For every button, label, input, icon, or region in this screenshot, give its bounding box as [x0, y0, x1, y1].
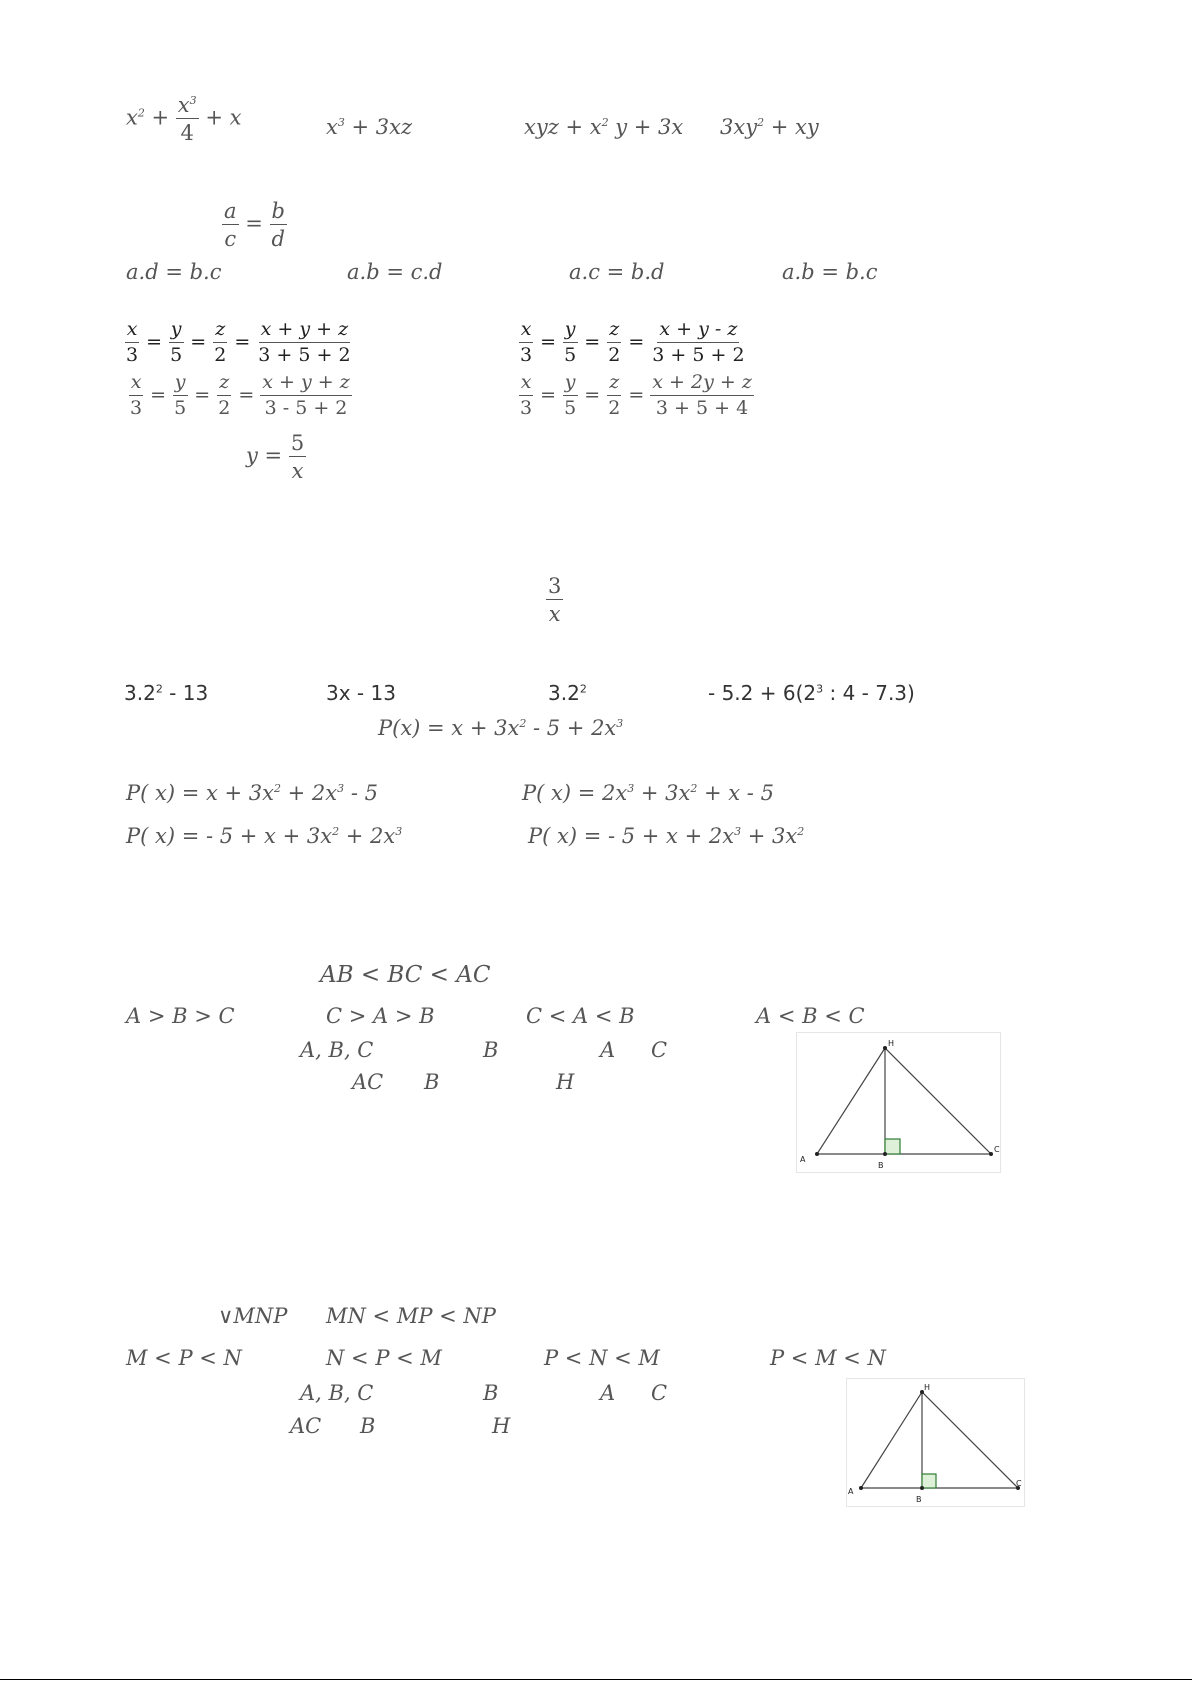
vertex2-h-label: H	[924, 1383, 931, 1392]
angle-option-3: C < A < B	[526, 1004, 635, 1028]
proportion-option-4: a.b = b.c	[782, 260, 878, 284]
right-angle2-mark	[922, 1474, 936, 1488]
proportion-option-1: a.d = b.c	[126, 260, 222, 284]
poly-option-2: $x^3 + 3xz$	[326, 115, 413, 139]
segment-ac-label: AC	[352, 1070, 384, 1094]
point-c-label: C	[651, 1038, 668, 1062]
page-footer-rule	[0, 1679, 1192, 1680]
point2-c-label: C	[651, 1381, 668, 1405]
angle2-option-2: N < P < M	[326, 1346, 442, 1370]
segment2-ac-label: AC	[290, 1414, 322, 1438]
point-h-label: H	[556, 1070, 575, 1094]
fraction-3-over-x: $\frac{3}{x}$	[548, 574, 562, 627]
triangle-condition-1: AB < BC < AC	[320, 962, 491, 988]
expr-option-3: $3.2^2$	[548, 681, 587, 705]
ratio-option-4: $\frac{x}{3}$ = $\frac{y}{5}$ = $\frac{z}{2}$ = $\frac{x + 2y + z}{3 + 5 + 4}$	[520, 371, 752, 419]
vertex-b-label: B	[878, 1161, 884, 1170]
right-angle-mark	[885, 1139, 900, 1154]
triangle2-outline	[861, 1392, 1018, 1488]
vertex-a-label: A	[800, 1155, 806, 1164]
point-a-label: A	[600, 1038, 616, 1062]
ratio-option-2: $\frac{x}{3}$ = $\frac{y}{5}$ = $\frac{z}{2}$ = $\frac{x + y - z}{3 + 5 + 2}$	[520, 318, 745, 366]
polynomial-option-2: P( $x) = 2x^3 + 3x^2 + x - 5$	[522, 781, 774, 805]
angle2-option-1: M < P < N	[126, 1346, 242, 1370]
triangle-outline	[817, 1048, 991, 1154]
vertex2-a-label: A	[848, 1487, 854, 1496]
point2-h-label: H	[492, 1414, 511, 1438]
expr-option-1: $3.2^2 - 13$	[124, 681, 209, 705]
expr-option-2: 3x - 13	[326, 681, 396, 705]
angle2-option-3: P < N < M	[544, 1346, 660, 1370]
poly-option-4: $3xy^2$ + xy	[720, 115, 819, 139]
angle-option-1: A > B > C	[126, 1004, 235, 1028]
vertex-c-label: C	[994, 1145, 1000, 1154]
ratio-option-1: $\frac{x}{3}$ = $\frac{y}{5}$ = $\frac{z}{2}$ = $\frac{x + y + z}{3 + 5 + 2}$	[126, 318, 351, 366]
triangle-condition-2-name: ∨MNP	[218, 1304, 288, 1328]
angle-option-2: C > A > B	[326, 1004, 435, 1028]
proportion-given: $\frac{a}{c}$ = $\frac{b}{d}$	[224, 199, 285, 252]
ratio-option-3: $\frac{x}{3}$ = $\frac{y}{5}$ = $\frac{z}{2}$ = $\frac{x + y + z}{3 - 5 + 2}$	[130, 371, 350, 419]
point-b-label: B	[483, 1038, 499, 1062]
proportion-option-2: a.b = c.d	[347, 260, 443, 284]
poly-option-3: xyz + $x^2$ y + 3x	[524, 115, 684, 139]
vertex-h-label: H	[888, 1039, 895, 1048]
point2-a-label: A	[600, 1381, 616, 1405]
expr-option-4: - $5.2 + 6(2^3$ : 4 - 7.3)	[708, 681, 915, 705]
polynomial-given: $P(x) = x + 3x^2 - 5 + 2x^3$	[378, 716, 624, 740]
triangle-condition-2: MN < MP < NP	[326, 1304, 496, 1328]
point2-b-label: B	[483, 1381, 499, 1405]
polynomial-option-4: P( x) = - $5 + x + 2x^3 + 3x^2$	[528, 824, 805, 848]
polynomial-option-1: P( $x) = x + 3x^2 + 2x^3 - 5$	[126, 781, 378, 805]
angle2-option-4: P < M < N	[770, 1346, 886, 1370]
triangle-figure-1	[796, 1032, 1002, 1174]
angle-option-4: A < B < C	[756, 1004, 865, 1028]
points2-label: A, B, C	[300, 1381, 374, 1405]
polynomial-option-3: P( x) = - $5 + x + 3x^2 + 2x^3$	[126, 824, 403, 848]
triangle-figure-2	[846, 1378, 1026, 1508]
poly-option-1: $x^2$ + $\frac{x^3}{4}$ + x	[126, 93, 242, 146]
point2-b-label-2: B	[360, 1414, 376, 1438]
points-label: A, B, C	[300, 1038, 374, 1062]
proportion-option-3: a.c = b.d	[569, 260, 665, 284]
inverse-proportion: y = $\frac{5}{x}$	[246, 431, 305, 484]
vertex2-b-label: B	[916, 1495, 922, 1504]
vertex2-c-label: C	[1016, 1479, 1022, 1488]
point-b-label-2: B	[424, 1070, 440, 1094]
